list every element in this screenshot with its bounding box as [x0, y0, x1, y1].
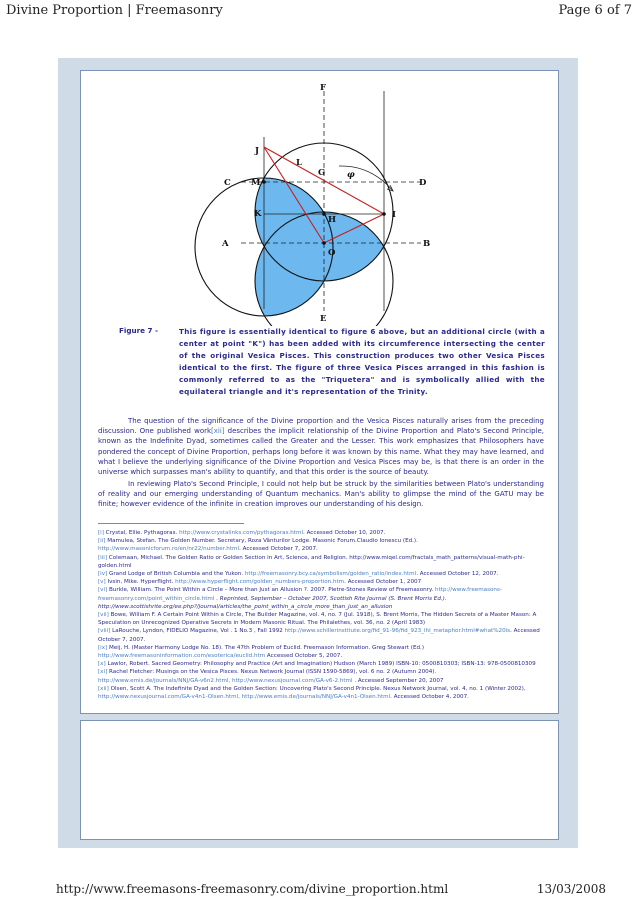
footnote-5 — [98, 578, 550, 586]
footnote-text: Colemaan, Michael. The Golden Ratio or Golden Section in Art, Science, and Religion. http://www.miqel.com/fractals_math_patterns/visual-math-phi-golden.html — [98, 554, 525, 569]
footnote-12 — [98, 685, 550, 701]
footnote-10 — [98, 660, 550, 668]
label-m: M — [251, 178, 261, 188]
footnote-after: . Accessed October 7, 2007. — [239, 546, 318, 553]
label-a: A — [222, 239, 229, 249]
footnote-text: Burkle, William. The Point Within a Circle – More than Just an Allusion ?. 2007. Pietre-Stones Review of Freemasonry. — [107, 587, 436, 594]
footnote-2 — [98, 537, 550, 553]
point-i — [382, 212, 386, 216]
point-m — [262, 180, 266, 184]
footnote-divider — [98, 523, 244, 524]
figure-label: Figure 7 - — [119, 326, 159, 335]
footnote-ref[interactable]: [iii] — [98, 554, 108, 561]
footnote-ref[interactable]: [viii] — [98, 628, 111, 635]
footnote-8 — [98, 627, 550, 643]
footnote-text: Rachel Fletcher: Musings on the Vesica Pisces. Nexus Network Journal (ISSN 1590-5869), vol. 6 no. 2 (Autumn 2004). — [107, 669, 437, 676]
print-header-title: Divine Proportion | Freemasonry — [6, 3, 223, 18]
document-page-continuation — [80, 720, 559, 840]
paragraph-1-text-after: describes the implicit relationship of the Divine Proportion and Plato's Second Principle, known as the Indefinite Dyad, sometimes called the Greater and the Lesser. This work emphasizes that Philosophers have pondered the concept of Divine Proportion, perhaps long before it was known by this name. What they may have learned, and what I believe the underlying significance of the Divine Proportion and Vesica Pisces may be, is that there is an order in the universe which surpasses man's ability to quantify, and that this order is the source of beauty. — [98, 427, 544, 477]
label-h: H — [328, 215, 337, 225]
label-i: I — [392, 210, 396, 220]
footnote-ref[interactable]: [iv] — [98, 571, 108, 578]
label-f: F — [320, 83, 327, 93]
label-l: L — [296, 158, 302, 168]
print-footer-url: http://www.freemasons-freemasonry.com/divine_proportion.html — [56, 882, 449, 896]
label-k: K — [254, 209, 262, 219]
footnote-text: Olsen, Scott A. The Indefinite Dyad and the Golden Section: Uncovering Plato's Second Principle. Nexus Network Journal, vol. 4, no. 1 (Winter 2002), — [108, 685, 526, 692]
paragraph-1-text-before: The question of the significance of the Divine proportion and the Vesica Pisces naturally arises from the preceding discussion. One published work — [98, 417, 544, 436]
footnote-4 — [98, 570, 550, 578]
paragraph-2 — [98, 479, 544, 510]
footnote-after: . Accessed October 4, 2007. — [390, 694, 469, 701]
footnote-ref[interactable]: [vii] — [98, 612, 109, 619]
label-phi: φ — [347, 170, 355, 180]
footnote-text: LaRouche, Lyndon, FIDELIO Magazine, Vol . 1 No.3 , Fall 1992 — [110, 628, 285, 635]
footnote-ref[interactable]: [ix] — [98, 644, 108, 651]
footnote-text: Grand Lodge of British Columbia and the Yukon. — [107, 571, 245, 578]
footnote-3 — [98, 554, 550, 570]
footnote-ref[interactable]: [vi] — [98, 587, 108, 594]
label-d: D — [419, 178, 427, 188]
footnote-after: . Accessed October 1, 2007 — [344, 579, 422, 586]
footnote-after: . Accessed September 20, 2007 — [352, 677, 444, 684]
footnote-7 — [98, 611, 550, 627]
label-o: O — [328, 248, 336, 258]
footnote-1 — [98, 529, 550, 537]
point-o — [322, 241, 326, 245]
footnote-after: . Accessed October 12, 2007. — [416, 571, 499, 578]
footnote-text: Meij, H. (Master Harmony Lodge No. 18). The 47th Problem of Euclid. Freemason Information. Greg Stewart (Ed.) — [107, 644, 425, 651]
footnote-url[interactable]: http://www.emis.de/journals/NNJ/GA-v6n2.html, http://www.nexusjournal.com/GA-v6-2.html — [98, 677, 353, 684]
footnote-url[interactable]: http://www.schillerinstitute.org/fid_91-96/fid_923_lhl_metaphor.html#what%20is — [284, 628, 511, 635]
footnote-url[interactable]: http://www.nexusjournal.com/GA-v4n1-Olsen.html, http://www.emis.de/journals/NNJ/GA-v4n1-Olsen.html — [98, 694, 391, 701]
document-page — [80, 70, 559, 714]
footnote-after: . Reprinted, September – October 2007, Scottish Rite Journal (S. Brent Morris Ed.). http://www.scottishrite.org/ee.php?/journal/articles/the_point_within_a_circle_more_than_just_an_allusion — [98, 595, 447, 610]
footnote-6 — [98, 586, 550, 611]
footnote-url[interactable]: http://www.freemasoninformation.com/esoterica/euclid.htm — [98, 653, 266, 660]
footnote-9 — [98, 644, 550, 660]
footnote-url[interactable]: http://www.hyperflight.com/golden_numbers-proportion.htm — [175, 579, 345, 586]
print-header-page-number: Page 6 of 7 — [558, 3, 632, 18]
footnote-text: Lawlor, Robert. Sacred Geometry: Philosophy and Practice (Art and Imagination) Hudson (March 1989) ISBN-10: 0500810303; ISBN-13: 978-0500810309 — [105, 661, 536, 668]
label-e: E — [320, 314, 327, 324]
footnote-url[interactable]: http://freemasonry.bcy.ca/symbolism/golden_ratio/index.html — [244, 571, 417, 578]
footnote-url[interactable]: http://www.masonicforum.ro/en/nr22/number.html — [98, 546, 240, 553]
footnote-after: . Accessed October 7, 2007. — [98, 628, 540, 643]
footnote-url[interactable]: http://www.freemasons-freemasonry.com/point_within_circle.html — [98, 587, 502, 602]
print-footer-date: 13/03/2008 — [536, 882, 606, 896]
footnote-ref[interactable]: [i] — [98, 530, 104, 536]
footnote-text: Ivsin, Mike. Hyperflight. — [105, 579, 176, 586]
point-h — [322, 212, 326, 216]
print-header — [0, 0, 638, 30]
footnote-text: Mamulea, Stefan. The Golden Number. Secretary, Roza Vânturilor Lodge. Masonic Forum.Claudio Ionescu (Ed.). — [105, 538, 418, 545]
footnote-11 — [98, 668, 550, 684]
paragraph-1 — [98, 416, 544, 477]
footnote-text: Crystal, Ellie. Pythagoras. — [103, 530, 180, 536]
footnote-ref[interactable]: [x] — [98, 661, 106, 668]
paragraph-2-text: In reviewing Plato's Second Principle, I could not help but be struck by the similarities between Plato's understanding of reality and our emerging understanding of Quantum mechanics. Man's ability to glimpse the mind of the GATU may be finite; however evidence of the infinite in creation improves our understanding of his design. — [98, 480, 544, 509]
footnote-after: . Accessed October 10, 2007. — [303, 530, 386, 536]
label-c: C — [224, 178, 231, 188]
footnote-url[interactable]: http://www.crystalinks.com/pythagoras.html — [179, 530, 304, 536]
footnote-text: Bowe, William F. A Certain Point Within a Circle, The Builder Magazine, vol. 4, no. 7 (Jul. 1918), S. Brent Morris, The Hidden Secrets of a Master Mason: A Speculation on Unrecognized Operative Secrets in Modern Masonic Ritual. The Philalethes, vol. 36, no. 2 (April 1983) — [98, 612, 537, 627]
label-j: J — [255, 146, 260, 156]
footnote-after: Accessed October 5, 2007. — [265, 653, 343, 660]
label-g: G — [318, 168, 326, 178]
footnote-ref[interactable]: [xii] — [98, 685, 109, 692]
footnote-link-xii[interactable]: [xii] — [211, 427, 225, 436]
footnotes — [98, 529, 550, 701]
footnote-ref[interactable]: [v] — [98, 579, 106, 586]
vesica-pisces-diagram — [81, 71, 558, 326]
footnote-ref[interactable]: [xi] — [98, 669, 108, 676]
figure-caption-text: This figure is essentially identical to figure 6 above, but an additional circle (with a center at point "K") has been added with its circumference intersecting the center of the original Vesica Pisces. This construction produces two other Vesica Pisces identical to the first. The figure of three Vesica Pisces arranged in this fashion is commonly referred to as the "Triquetera" and is symbolically allied with the equilateral triangle and it's representation of the Trinity. — [179, 327, 545, 396]
footnote-ref[interactable]: [ii] — [98, 538, 106, 545]
label-b: B — [423, 239, 431, 249]
print-footer — [0, 882, 638, 903]
